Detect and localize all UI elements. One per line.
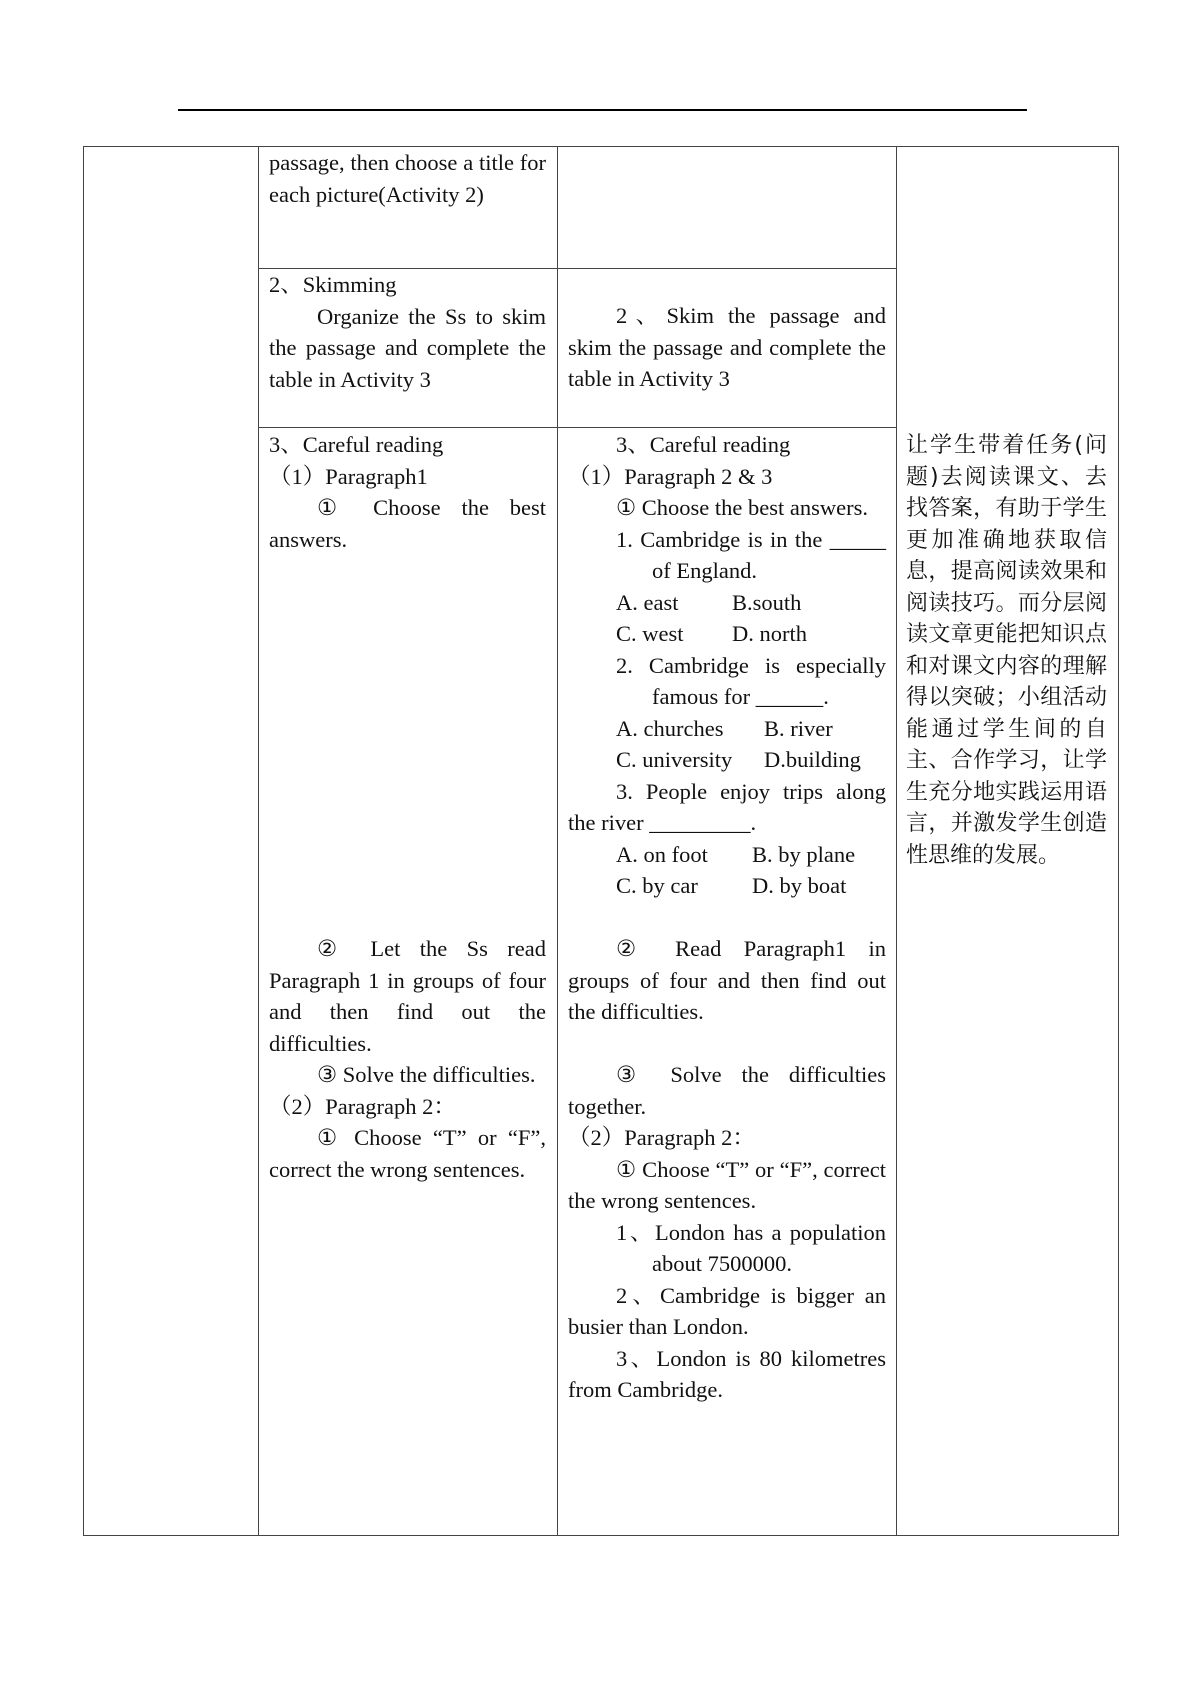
question-2-options-cd — [568, 744, 886, 776]
q2-option-a: A. churches — [616, 715, 724, 741]
header-rule — [178, 109, 1027, 111]
student-cell-skimming — [568, 300, 886, 395]
q3-option-a: A. on foot — [616, 841, 708, 867]
student-step-true-false: ① Choose “T” or “F”, correct the wrong sentences. — [568, 1156, 886, 1213]
statement-2: 2、Cambridge is bigger an busier than London. — [568, 1282, 886, 1339]
design-purpose-text: 让学生带着任务(问题)去阅读课文、去找答案，有助于学生更加准确地获取信息，提高阅读效果和阅读技巧。而分层阅读文章更能把知识点和对课文内容的理解得以突破；小组活动能通过学生间的自主、合作学习，让学生充分地实践运用语言，并激发学生创造性思维的发展。 — [906, 433, 1107, 868]
question-3: 3. People enjoy trips along the river _________. — [568, 778, 886, 835]
statement-1: 1、London has a population about 7500000. — [616, 1219, 886, 1276]
student-paragraph2-label: （2）Paragraph 2： — [568, 1125, 755, 1150]
teacher-step-read-paragraph: ② Let the Ss read Paragraph 1 in groups of four and then find out the difficulties. — [269, 936, 546, 1056]
table-right-border — [1118, 146, 1119, 1536]
table-left-border — [83, 146, 84, 1536]
q1-option-a: A. east — [616, 589, 679, 615]
teacher-cell-skimming — [269, 269, 546, 395]
teacher-paragraph2-label: （2）Paragraph 2： — [269, 1093, 456, 1119]
student-cell-careful-reading — [568, 429, 886, 1406]
question-3-options-cd — [568, 870, 886, 902]
question-1: 1. Cambridge is in the _____ of England. — [616, 526, 886, 583]
q3-option-d: D. by boat — [752, 873, 847, 898]
teacher-step-choose-answers: ① Choose the best answers. — [269, 495, 546, 552]
question-2: 2. Cambridge is especially famous for ______. — [616, 652, 886, 709]
careful-reading-heading: 3、Careful reading — [269, 432, 444, 457]
teacher-cell-careful-reading — [269, 429, 546, 1185]
table-top-border — [83, 146, 1119, 147]
q3-option-c: C. by car — [616, 873, 698, 898]
q1-option-d: D. north — [732, 621, 807, 646]
column-divider-3 — [896, 146, 897, 1536]
row-divider-2 — [258, 427, 897, 428]
q2-option-b: B. river — [764, 715, 833, 741]
q1-option-b: B.south — [732, 589, 802, 615]
skimming-student-body: 2、Skim the passage and skim the passage and complete the table in Activity 3 — [568, 303, 886, 391]
skimming-teacher-body: Organize the Ss to skim the passage and complete the table in Activity 3 — [269, 303, 546, 392]
question-3-options-ab — [568, 839, 886, 871]
skimming-heading: 2、Skimming — [269, 272, 397, 297]
column-divider-2 — [557, 146, 558, 1536]
statement-3: 3、London is 80 kilometres from Cambridge. — [568, 1345, 886, 1402]
q3-option-b: B. by plane — [752, 841, 856, 867]
question-2-options-ab — [568, 713, 886, 745]
teacher-step-solve: ③ Solve the difficulties. — [317, 1062, 536, 1087]
question-1-options-ab — [568, 587, 886, 619]
teacher-activity-2-text: passage, then choose a title for each picture(Activity 2) — [269, 150, 546, 207]
q2-option-c: C. university — [616, 747, 733, 772]
q1-option-c: C. west — [616, 621, 684, 646]
teacher-step-true-false: ① Choose “T” or “F”, correct the wrong sentences. — [269, 1125, 546, 1182]
q2-option-d: D.building — [764, 747, 861, 772]
student-step-read-paragraph: ② Read Paragraph1 in groups of four and then find out the difficulties. — [568, 936, 886, 1024]
lesson-plan-table — [83, 146, 1119, 1536]
column-divider-1 — [258, 146, 259, 1536]
teacher-cell-continuation — [269, 147, 546, 210]
student-step-solve: ③ Solve the difficulties together. — [568, 1062, 886, 1119]
purpose-cell — [906, 430, 1107, 871]
student-paragraph-label: （1）Paragraph 2 & 3 — [568, 463, 773, 489]
table-bottom-border — [83, 1535, 1119, 1536]
paragraph1-label: （1）Paragraph1 — [269, 463, 428, 489]
student-careful-heading: 3、Careful reading — [616, 432, 791, 457]
question-1-options-cd — [568, 618, 886, 650]
student-step-choose-answers: ① Choose the best answers. — [616, 495, 869, 520]
